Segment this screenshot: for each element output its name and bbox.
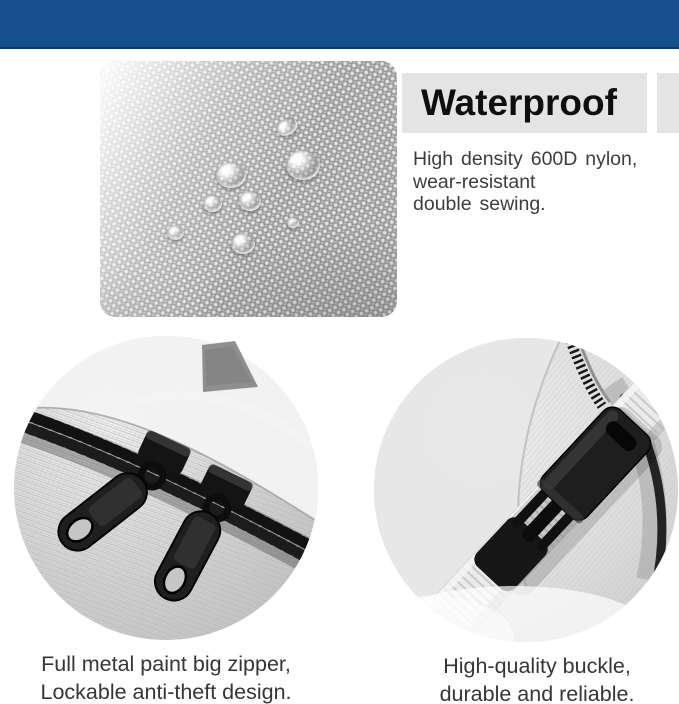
water-drop bbox=[287, 217, 299, 228]
top-banner-bar bbox=[0, 0, 679, 49]
fabric-lighting-overlay bbox=[100, 61, 397, 317]
description-line: wear-resistant bbox=[413, 170, 536, 193]
waterproof-description bbox=[413, 148, 679, 216]
zipper-caption-line: Full metal paint big zipper, bbox=[41, 652, 291, 676]
description-line: double sewing. bbox=[413, 193, 546, 215]
waterproof-title: Waterproof bbox=[421, 82, 617, 123]
waterproof-header-block bbox=[402, 73, 647, 133]
header-block-fragment bbox=[657, 73, 679, 133]
water-drop bbox=[203, 195, 222, 212]
buckle-photo-background bbox=[374, 338, 678, 642]
water-drop bbox=[239, 191, 261, 211]
water-drop bbox=[231, 233, 255, 254]
buckle-caption-line: durable and reliable. bbox=[439, 681, 635, 704]
description-line: High density 600D nylon, bbox=[413, 148, 638, 170]
buckle-caption bbox=[377, 653, 679, 704]
zipper-caption bbox=[6, 651, 326, 704]
zipper-caption-line: Lockable anti-theft design. bbox=[40, 679, 292, 704]
water-drop bbox=[286, 150, 320, 180]
water-drop bbox=[216, 162, 246, 188]
buckle-caption-line: High-quality buckle, bbox=[443, 654, 631, 678]
water-drop bbox=[167, 225, 184, 240]
fabric-texture-photo bbox=[100, 61, 397, 317]
zipper-detail-photo bbox=[14, 336, 318, 640]
buckle-detail-photo bbox=[374, 338, 678, 642]
